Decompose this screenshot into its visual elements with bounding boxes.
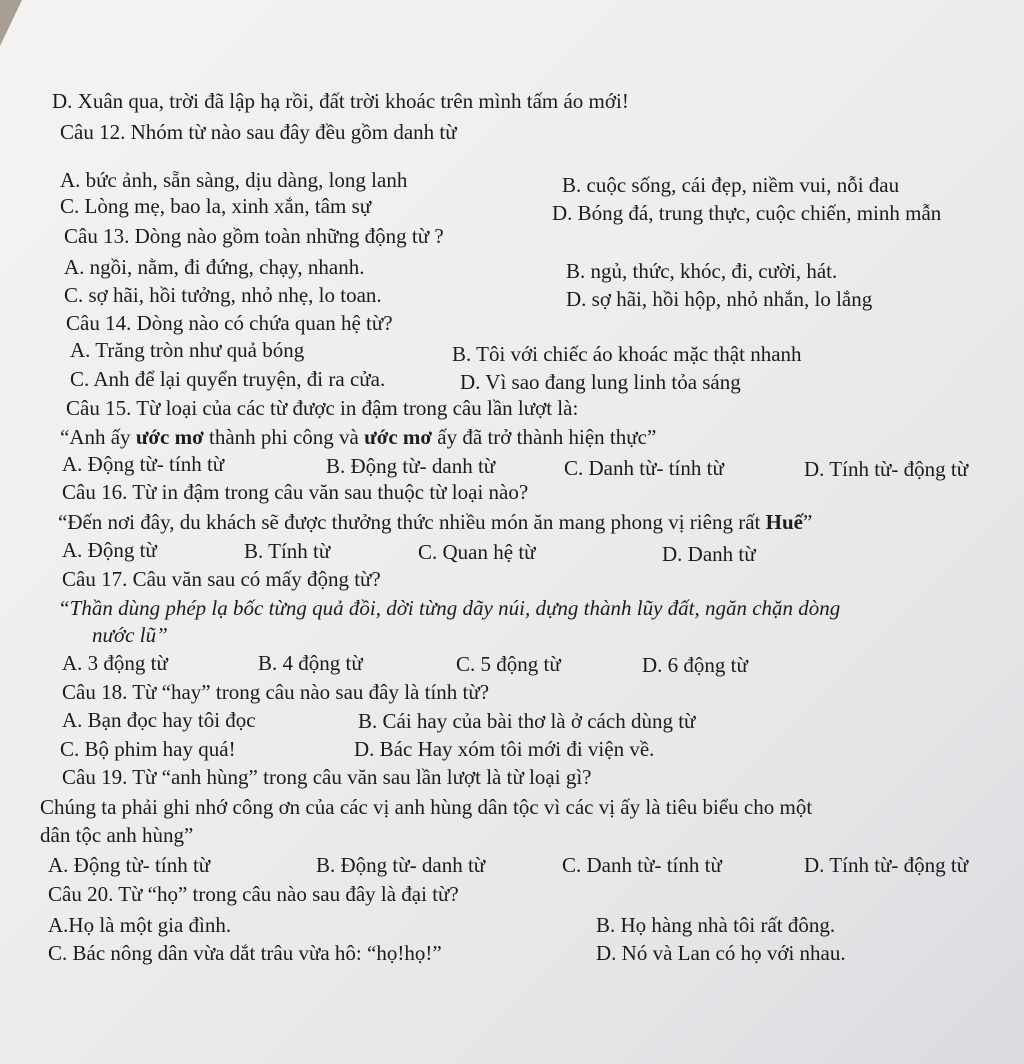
q15-sentence-part: ấy đã trở thành hiện thực” <box>432 425 657 449</box>
q17-option-c: C. 5 động từ <box>456 652 561 676</box>
q12-option-c: C. Lòng mẹ, bao la, xinh xắn, tâm sự <box>60 194 372 218</box>
q16-option-c: C. Quan hệ từ <box>418 540 536 564</box>
q14-question: Câu 14. Dòng nào có chứa quan hệ từ? <box>66 311 393 335</box>
q19-question: Câu 19. Từ “anh hùng” trong câu văn sau lần lượt là từ loại gì? <box>62 765 592 789</box>
q15-option-b: B. Động từ- danh từ <box>326 454 496 478</box>
q15-question: Câu 15. Từ loại của các từ được in đậm trong câu lần lượt là: <box>66 396 579 420</box>
q19-option-d: D. Tính từ- động từ <box>804 853 969 877</box>
q18-option-c: C. Bộ phim hay quá! <box>60 737 236 761</box>
q17-sentence-line2: nước lũ” <box>92 623 168 647</box>
q12-question: Câu 12. Nhóm từ nào sau đây đều gồm danh từ <box>60 120 457 144</box>
q15-sentence-part: thành phi công và <box>203 425 365 449</box>
q15-sentence <box>60 424 656 450</box>
q15-option-a: A. Động từ- tính từ <box>62 452 225 476</box>
q20-option-b: B. Họ hàng nhà tôi rất đông. <box>596 913 836 937</box>
q15-bold-word: ước mơ <box>135 425 204 449</box>
q16-bold-word: Huế <box>765 510 803 534</box>
q14-option-a: A. Trăng tròn như quả bóng <box>70 338 305 362</box>
q16-option-d: D. Danh từ <box>662 542 756 566</box>
q12-option-b: B. cuộc sống, cái đẹp, niềm vui, nỗi đau <box>562 173 900 197</box>
q16-sentence-part: “Đến nơi đây, du khách sẽ được thưởng thức nhiều món ăn mang phong vị riêng rất <box>58 510 766 534</box>
q18-option-b: B. Cái hay của bài thơ là ở cách dùng từ <box>358 709 696 733</box>
q20-option-a: A.Họ là một gia đình. <box>48 913 232 937</box>
q18-question: Câu 18. Từ “hay” trong câu nào sau đây là tính từ? <box>62 680 490 704</box>
q14-option-d: D. Vì sao đang lung linh tỏa sáng <box>460 370 741 394</box>
q20-option-c: C. Bác nông dân vừa dắt trâu vừa hô: “họ!họ!” <box>48 941 442 965</box>
q12-option-d: D. Bóng đá, trung thực, cuộc chiến, minh mẫn <box>552 201 942 225</box>
q17-sentence-line1: “Thần dùng phép lạ bốc từng quả đồi, dời từng dãy núi, dựng thành lũy đất, ngăn chặn dòng <box>58 596 841 620</box>
q19-option-c: C. Danh từ- tính từ <box>562 853 722 877</box>
q17-option-a: A. 3 động từ <box>62 651 168 675</box>
q11-option-d: D. Xuân qua, trời đã lập hạ rồi, đất trời khoác trên mình tấm áo mới! <box>52 89 629 113</box>
q15-bold-word: ước mơ <box>364 425 433 449</box>
q13-option-c: C. sợ hãi, hồi tưởng, nhỏ nhẹ, lo toan. <box>64 283 382 307</box>
q13-option-b: B. ngủ, thức, khóc, đi, cười, hát. <box>566 259 838 283</box>
q15-option-d: D. Tính từ- động từ <box>804 457 969 481</box>
q17-option-d: D. 6 động từ <box>642 653 748 677</box>
q17-option-b: B. 4 động từ <box>258 651 363 675</box>
q13-option-a: A. ngồi, nằm, đi đứng, chạy, nhanh. <box>64 255 365 279</box>
q18-option-d: D. Bác Hay xóm tôi mới đi viện về. <box>354 737 655 761</box>
q18-option-a: A. Bạn đọc hay tôi đọc <box>62 708 256 732</box>
q16-option-a: A. Động từ <box>62 538 157 562</box>
q14-option-c: C. Anh để lại quyển truyện, đi ra cửa. <box>70 367 386 391</box>
q16-sentence <box>58 509 812 535</box>
q19-option-a: A. Động từ- tính từ <box>48 853 211 877</box>
q19-sentence-line1: Chúng ta phải ghi nhớ công ơn của các vị anh hùng dân tộc vì các vị ấy là tiêu biểu cho một <box>40 795 813 819</box>
q16-question: Câu 16. Từ in đậm trong câu văn sau thuộc từ loại nào? <box>62 480 529 504</box>
q20-question: Câu 20. Từ “họ” trong câu nào sau đây là đại từ? <box>48 882 459 906</box>
q13-option-d: D. sợ hãi, hồi hộp, nhỏ nhắn, lo lắng <box>566 287 873 311</box>
q16-sentence-part: ” <box>802 510 813 534</box>
q19-option-b: B. Động từ- danh từ <box>316 853 486 877</box>
q20-option-d: D. Nó và Lan có họ với nhau. <box>596 941 846 965</box>
q19-sentence-line2: dân tộc anh hùng” <box>40 823 194 847</box>
q15-option-c: C. Danh từ- tính từ <box>564 456 724 480</box>
q15-sentence-part: “Anh ấy <box>60 425 136 449</box>
q12-option-a: A. bức ảnh, sẵn sàng, dịu dàng, long lanh <box>60 168 408 192</box>
q17-question: Câu 17. Câu văn sau có mấy động từ? <box>62 567 381 591</box>
q16-option-b: B. Tính từ <box>244 539 331 563</box>
q13-question: Câu 13. Dòng nào gồm toàn những động từ ? <box>64 224 444 248</box>
q14-option-b: B. Tôi với chiếc áo khoác mặc thật nhanh <box>452 342 802 366</box>
